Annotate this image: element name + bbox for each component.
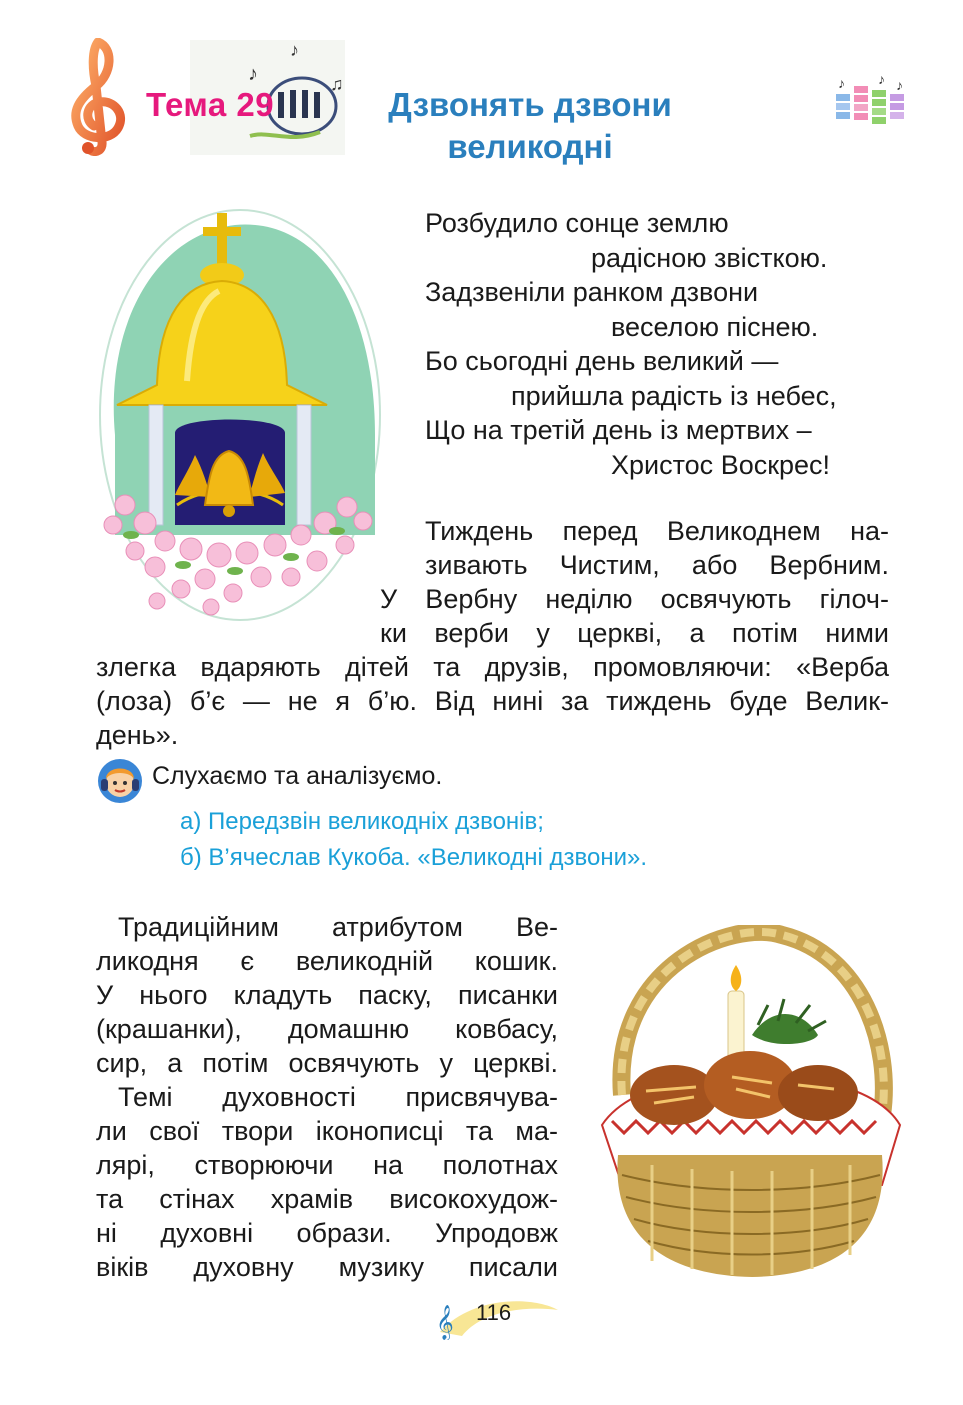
paragraph-line: (крашанки), домашню ковбасу, bbox=[96, 1014, 558, 1044]
paragraph-line: сир, а потім освячують у церкві. bbox=[96, 1048, 558, 1078]
topic-label: Тема 29 bbox=[146, 86, 275, 123]
paragraph-line: ні духовні образи. Упродовж bbox=[96, 1218, 558, 1248]
poem-line: прийшла радість із небес, bbox=[511, 380, 837, 411]
paragraph-line: злегка вдаряють дітей та друзів, промовляючи: «Верба bbox=[96, 652, 889, 682]
svg-text:♫: ♫ bbox=[330, 74, 344, 94]
headphones-child-icon bbox=[96, 757, 144, 805]
paragraph-line: Традиційним атрибутом Ве- bbox=[118, 912, 558, 942]
page-title bbox=[340, 84, 720, 168]
svg-text:♪: ♪ bbox=[290, 40, 299, 60]
poem-line: Задзвеніли ранком дзвони bbox=[425, 277, 759, 307]
listening-label: Слухаємо та аналізуємо. bbox=[152, 762, 443, 790]
easter-basket-illustration bbox=[582, 925, 917, 1290]
svg-text:♪: ♪ bbox=[896, 77, 903, 93]
paragraph-line: зивають Чистим, або Вербним. bbox=[425, 550, 889, 580]
paragraph-line: У Вербну неділю освячують гілоч- bbox=[380, 584, 889, 614]
poem-line: Бо сьогодні день великий — bbox=[425, 346, 779, 376]
svg-text:♪: ♪ bbox=[248, 63, 258, 85]
paragraph-line: Тиждень перед Великоднем на- bbox=[425, 516, 889, 546]
paragraph-line: У нього кладуть паску, писанки bbox=[96, 980, 558, 1010]
easter-bell-tower-illustration bbox=[95, 205, 385, 625]
page-number: 116 bbox=[476, 1300, 512, 1325]
paragraph-line: ки верби у церкві, а потім ними bbox=[380, 618, 889, 648]
paragraph-line: день». bbox=[96, 720, 179, 750]
track-item: б) В’ячеслав Кукоба. «Великодні дзвони». bbox=[180, 844, 648, 871]
paragraph-line: лярі, створюючи на полотнах bbox=[96, 1150, 558, 1180]
poem-line: Що на третій день із мертвих – bbox=[425, 415, 812, 445]
poem bbox=[425, 206, 895, 482]
treble-clef-icon bbox=[62, 38, 134, 156]
poem-line: веселою піснею. bbox=[611, 311, 819, 342]
svg-text:♪: ♪ bbox=[838, 75, 845, 91]
paragraph-line: віків духовну музику писали bbox=[96, 1252, 558, 1282]
poem-line: радісною звісткою. bbox=[591, 242, 828, 273]
paragraph-line: ли свої твори іконописці та ма- bbox=[96, 1116, 558, 1146]
paragraph-line: та стінах храмів високохудож- bbox=[96, 1184, 558, 1214]
track-item: а) Передзвін великодніх дзвонів; bbox=[180, 808, 544, 835]
svg-text:𝄞: 𝄞 bbox=[436, 1306, 454, 1339]
paragraph-line: ликодня є великодній кошик. bbox=[96, 946, 558, 976]
music-bars-icon bbox=[832, 72, 912, 128]
poem-line: Христос Воскрес! bbox=[611, 449, 831, 480]
poem-line: Розбудило сонце землю bbox=[425, 208, 729, 238]
paragraph-line: Темі духовності присвячува- bbox=[118, 1082, 558, 1112]
svg-text:♪: ♪ bbox=[878, 72, 885, 87]
title-line-2: великодні bbox=[447, 128, 613, 165]
title-line-1: Дзвонять дзвони bbox=[388, 86, 672, 123]
paragraph-line: (лоза) б’є — не я б’ю. Від нині за тиждень буде Велик- bbox=[96, 686, 889, 716]
